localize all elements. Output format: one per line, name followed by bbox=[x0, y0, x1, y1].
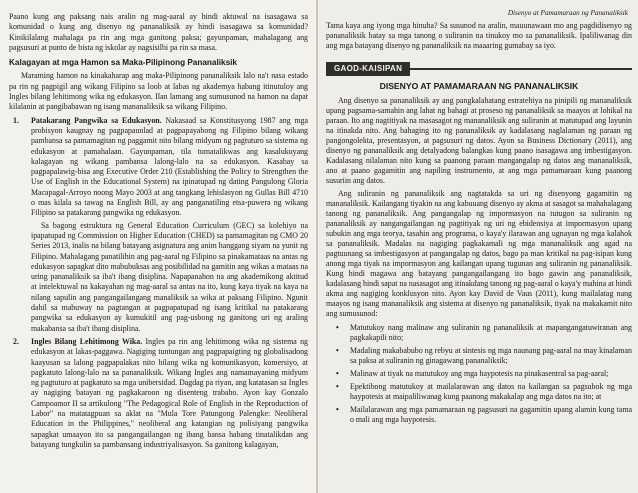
list-item bbox=[326, 369, 632, 379]
challenges-list bbox=[9, 116, 308, 451]
list-item bbox=[326, 346, 632, 366]
list-item bbox=[9, 337, 308, 450]
banner-rule bbox=[410, 68, 632, 70]
bullet-icon: • bbox=[336, 346, 339, 355]
outcomes-list bbox=[326, 323, 632, 425]
bullet-icon: • bbox=[336, 369, 339, 378]
section-banner bbox=[326, 61, 632, 77]
body-paragraph: Ang disenyo sa pananaliksik ay ang pangkalahatang estratehiya na pinipili ng mananaliksik upang pagsama-samahin ang lahat ng bahagi at proseso ng pananaliksik sa maayos at lohikal na paraan. Ito ang nagtitiyak na masasagot ng mananaliksik ang suliranin at matutupad ang layunin na itinakda nito. Ang bahaging ito ng pananaliksik ay kadalasang naglalaman ng paraan ng pangongolekta, presentasyon, at pagsusuri ng datos. Ayon sa Business Dictionary (2011), ang disenyo ng pananaliksik ang detalyadong balangkas kung paano isasagawa ang imbestigasyon. Kadalasang nilalaman nito kung sa paanong paraan mangangalap ng datos ang mananaliksik, ano at paano gagamitin ang napiling instrumento, at ang mga pamamaraan kung paanong susuriin ang datos. bbox=[326, 96, 632, 185]
left-page bbox=[0, 0, 316, 493]
bullet-icon: • bbox=[336, 405, 339, 414]
item-title: Patakarang Pangwika sa Edukasyon. bbox=[31, 115, 162, 125]
bullet-text: Epektibong matutukoy at mailalarawan ang datos na kailangan sa pagsubok ng mga haypotesis at maipaliliwanag kung paanong makakalap ang mga datos na ito; at bbox=[350, 382, 632, 401]
list-item bbox=[326, 405, 632, 425]
list-item bbox=[326, 323, 632, 343]
item-title: Ingles Bilang Lehitimong Wika. bbox=[31, 336, 143, 346]
right-page bbox=[318, 0, 638, 493]
intro-paragraph: Paano kung ang paksang nais aralin ng mag-aaral ay hindi aktuwal na isasagawa sa komunidad o kung ang disenyo ng pananaliksik ay hindi isasagawa sa komunidad? Kinikilalang mahalaga pa rin ang mga ganitong paksa; gayunpaman, mahalagang ang pagsusuri at punto de bista ng iskolar ay nagsisilbi pa rin sa masa. bbox=[9, 12, 308, 52]
bullet-text: Malinaw at tiyak na matutukoy ang mga haypotesis na pinakasentral sa pag-aaral; bbox=[350, 369, 609, 378]
list-item bbox=[9, 116, 308, 334]
list-item bbox=[326, 382, 632, 402]
item-number: 2. bbox=[13, 336, 19, 346]
banner-label: GAOD-KAISIPAN bbox=[326, 62, 410, 76]
section-heading: Kalagayan at mga Hamon sa Maka-Pilipinong Pananaliksik bbox=[9, 58, 237, 68]
item-text: Ingles pa rin ang lehitimong wika ng sistema ng edukasyon at lakas-paggawa. Nagiging tuntungan ang pagpapaigting ng globalisadong kaayusan sa lalong pagpapalakas nito bilang wika ng komunikasyon, komersiyo, at pagkatuto lalong-lalo na sa pananaliksik. Wikang Ingles ang namamayaning midyum ng pagtuturo at pagkatuto sa mga unibersidad. Dagdag pa riyan, ang katatasan sa Ingles ay nagiging batayan ng pagkakaroon ng disenteng trabaho. Ayon kay Gonzalo Campoamor II sa artikulong "The Pedagogical Role of English in the Reproduction of Labor" na matatagpuan sa aklat na "Mula Tore Patungong Palengke: Neoliberal Education in the Philippines," neoliberal ang katangian ng polisiyang pangwika sapagkat umaayon ito sa pangangailangan ng ibang bansa habang tinatalikdan ang batayang tungkulin sa pambansang industriyalisasyon. Sa ganitong kalagayan, bbox=[31, 336, 308, 449]
bullet-text: Mailalarawan ang mga pamamaraan ng pagsusuri na gagamitin upang alamin kung tama o mali ang mga haypotesis. bbox=[350, 405, 632, 424]
section-title: DISENYO AT PAMAMARAAN NG PANANALIKSIK bbox=[379, 81, 579, 91]
bullet-icon: • bbox=[336, 382, 339, 391]
item-text: Nakasaad sa Konstitusyong 1987 ang mga probisyon kaugnay ng pagpapaunlad at pagpapayabong ng Filipino bilang wikang pambansa sa pamamagitan ng paggamit nito bilang midyum ng pagtuturo sa sistema ng edukasyon at pamahalaan. Gayunpaman, tila tumatalikwas ang kasalukuyang kalagayan ng wikang pambansa lalong-lalo na sa edukasyon. Kasabay sa pagpapalawig-bisa ang Executive Order 210 (Establishing the Policy to Strengthen the Use of English in the Educational System) na ipinatupad ng dating Pangulong Gloria Macapagal-Arroyo noong Mayo 2003 at ang tangkang lehislasyon ng Gullas Bill 4710 o mas kilala sa tawag na English Bill, ay ang panganatiling etsa-puwera ng wikang Filipino sa patakarang pangwika ng edukasyon. bbox=[31, 115, 308, 218]
running-head: Disenyo at Pamamaraan ng Pananaliksik bbox=[507, 9, 628, 17]
bullet-text: Matutukoy nang malinaw ang suliranin ng pananaliksik at mapangangatuwiranan ang pagkakapili nito; bbox=[350, 323, 632, 342]
bullet-text: Madaling makababubo ng rebyu at sintesis ng mga naunang pag-aaral na may kinalaman sa paksa at suliranin ng ginagawang pananaliksik; bbox=[350, 346, 632, 365]
item-number: 1. bbox=[13, 115, 19, 125]
body-paragraph: Ang suliranin ng pananaliksik ang nagtatakda sa uri ng disenyong gagamitin ng mananaliksik. Kailangang tiyakin na ang kabuuang disenyo ay akma at sasagot sa mahahalagang tanong ng pananaliksik. Ang pangangalap ng impormasyon na tutugon sa suliranin ng pananaliksik ay nangangailangan ng pagtitiyak ng uri ng ebidensiya at impormasyon upang subukin ang mga teorya, tasahin ang programa, o kaya'y ilarawan ang ugnayan ng mga kalahok sa pananaliksik. Madalas na nagiging pagkakamali ng mga mananaliksik ang agad na pagtuunang sa imbestigasyon at pangangalap ng datos, bago pa man kritikal na pag-isipan kung anong mga tiyak na impormasyon ang kailangan upang tugunan ang suliranin ng pananaliksik. Kung hindi magawa ang batayang pangangailangang ito bago gawin ang pananaliksik, kadalasang hindi sapat na nasasagot ang itinakdang tanong ng pag-aaral o kaya'y mahina at hindi akma ang nagiging konklusyon nito. Ayon kay David de Vaus (2011), kung mailalatag nang maayos ng isang mananaliksik ang sistema at disenyo ng pananaliksik, tiyak na makakamit nito ang sumusunod: bbox=[326, 189, 632, 318]
bullet-icon: • bbox=[336, 323, 339, 332]
intro-paragraph: Tama kaya ang iyong mga hinuha? Sa susunod na aralin, mauunawaan mo ang pagdidisenyo ng pananaliksik batay sa mga tanong o suliranin na tinukoy mo sa pananaliksik. Ipaliliwanag din ang mga batayang disenyo ng pananaliksik na maaaring gumabay sa iyo. bbox=[326, 21, 632, 50]
challenges-paragraph: Maraming hamon na kinakaharap ang maka-Pilipinong pananaliksik lalo na't nasa estado pa rin ng pagpigil ang wikang Filipino sa loob at labas ng akademya habang itinutuloy ang Ingles bilang lehitimong wika ng edukasyon. Ilan lamang ang sumusunod na hamon na dapat kilalanin at pangibabawan ng isang mananaliksik sa wikang Filipino. bbox=[9, 71, 308, 112]
item-subparagraph: Sa bagong estruktura ng General Education Curriculum (GEC) sa kolehiyo na ipapatupad ng Commission on Higher Education (CHED) sa pamamagitan ng CMO 20 Series 2013, inalis na bilang batayang asignatura ang anim hanggang siyam na yunit ng Filipino. Mahalagang panatilihin ang pag-aaral ng Filipino sa pinakamataas na antas ng edukasyon sapagkat dito mabubuksas ang posibilidad na gamitin ang wikas a mataas na uring pananaliksik sa iba't ibang disiplina. Napapanahon na ang akademikong aktitud at intelektuwal na kakayahan ng mag-aaral sa antas na ito, kung kaya tiyak na kaya na nilang sapulin ang pangangailangang manaliksik sa wika at paksang Filipino. Ngunit dahil sa mabuway na pagtangan at pagpapatupad ng isang kritikal na patakarang pangwika sa edukasyon ay kumukitil ang pag-usbong ng ganitong uri ng araling makabansa sa iba't ibang disiplina. bbox=[31, 220, 308, 333]
